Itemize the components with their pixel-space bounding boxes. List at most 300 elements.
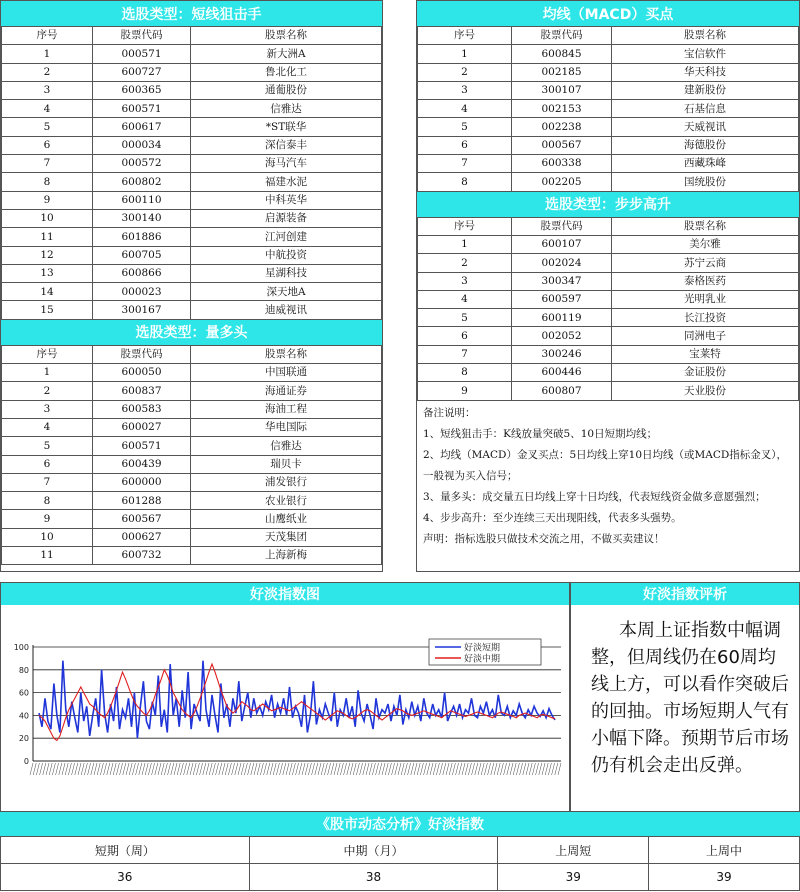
stock-code: 601288 — [93, 492, 191, 510]
x-tick-mark — [260, 763, 263, 775]
disclaimer: 声明：指标选股只做技术交流之用，不做买卖建议！ — [423, 532, 665, 545]
row-index: 6 — [2, 136, 93, 154]
x-tick-mark — [62, 763, 65, 775]
row-index: 9 — [2, 510, 93, 528]
x-tick-mark — [545, 763, 548, 775]
stock-name: 中航投资 — [191, 246, 382, 264]
stock-name: 通葡股份 — [191, 81, 382, 99]
x-tick-mark — [196, 763, 199, 775]
column-header: 股票代码 — [512, 27, 612, 45]
table-row — [418, 81, 799, 99]
y-tick-label: 80 — [18, 665, 29, 675]
row-index: 12 — [2, 246, 93, 264]
stock-name: 海通证券 — [191, 382, 382, 400]
left-column — [0, 0, 383, 572]
stock-code: 600567 — [93, 510, 191, 528]
summary-value: 39 — [649, 864, 800, 891]
stock-code: 002052 — [512, 327, 612, 345]
x-tick-mark — [344, 763, 347, 775]
x-tick-mark — [232, 763, 235, 775]
stock-code: 002024 — [512, 254, 612, 272]
table-row — [2, 118, 382, 136]
notes-section — [417, 401, 799, 552]
table-row — [418, 100, 799, 118]
table-row — [418, 235, 799, 253]
stock-name: 海油工程 — [191, 400, 382, 418]
stock-name: 海马汽车 — [191, 155, 382, 173]
x-tick-mark — [356, 763, 359, 775]
x-tick-mark — [411, 763, 414, 775]
y-tick-label: 0 — [23, 757, 29, 766]
x-tick-mark — [510, 763, 513, 775]
x-tick-mark — [529, 763, 532, 775]
x-tick-mark — [376, 763, 379, 775]
x-tick-mark — [353, 763, 356, 775]
row-index: 4 — [418, 100, 512, 118]
stock-name: 光明乳业 — [612, 290, 799, 308]
x-tick-mark — [404, 763, 407, 775]
row-index: 2 — [2, 63, 93, 81]
row-index: 10 — [2, 528, 93, 546]
x-tick-mark — [65, 763, 68, 775]
stock-code: 300347 — [512, 272, 612, 290]
x-tick-mark — [270, 763, 273, 775]
column-header: 序号 — [2, 345, 93, 363]
stock-name: 鲁北化工 — [191, 63, 382, 81]
x-tick-mark — [424, 763, 427, 775]
table-row — [2, 283, 382, 301]
y-tick-label: 100 — [13, 643, 29, 652]
stock-name: 宝信软件 — [612, 45, 799, 63]
x-tick-mark — [123, 763, 126, 775]
stock-name: 海德股份 — [612, 136, 799, 154]
row-index: 8 — [2, 173, 93, 191]
column-header: 股票名称 — [612, 27, 799, 45]
x-tick-mark — [526, 763, 529, 775]
x-tick-mark — [491, 763, 494, 775]
stock-code: 600119 — [512, 309, 612, 327]
macd-buy-table — [417, 26, 799, 192]
x-tick-mark — [200, 763, 203, 775]
row-index: 7 — [418, 155, 512, 173]
table-row — [2, 400, 382, 418]
x-tick-mark — [219, 763, 222, 775]
table-row — [2, 547, 382, 565]
stock-code: 300140 — [93, 209, 191, 227]
table-row — [2, 437, 382, 455]
stock-name: 上海新梅 — [191, 547, 382, 565]
x-tick-mark — [449, 763, 452, 775]
x-tick-mark — [504, 763, 507, 775]
x-tick-mark — [369, 763, 372, 775]
stock-name: 迪威视讯 — [191, 301, 382, 319]
stock-code: 601886 — [93, 228, 191, 246]
x-tick-mark — [40, 763, 43, 775]
stock-name: 华天科技 — [612, 63, 799, 81]
row-index: 7 — [418, 345, 512, 363]
x-tick-mark — [225, 763, 228, 775]
row-index: 10 — [2, 209, 93, 227]
stock-name: 建新股份 — [612, 81, 799, 99]
x-tick-mark — [142, 763, 145, 775]
row-index: 1 — [2, 45, 93, 63]
x-tick-mark — [414, 763, 417, 775]
x-tick-mark — [331, 763, 334, 775]
x-tick-mark — [68, 763, 71, 775]
row-index: 3 — [2, 81, 93, 99]
x-tick-mark — [254, 763, 257, 775]
stock-code: 600866 — [93, 264, 191, 282]
x-tick-mark — [235, 763, 238, 775]
table-row — [418, 173, 799, 191]
x-tick-mark — [401, 763, 404, 775]
x-tick-mark — [280, 763, 283, 775]
x-tick-mark — [190, 763, 193, 775]
x-tick-mark — [324, 763, 327, 775]
stock-name: 信雅达 — [191, 100, 382, 118]
x-tick-mark — [488, 763, 491, 775]
x-tick-mark — [430, 763, 433, 775]
x-tick-mark — [532, 763, 535, 775]
table-row — [2, 155, 382, 173]
table-row — [2, 264, 382, 282]
x-tick-mark — [360, 763, 363, 775]
stock-code: 000572 — [93, 155, 191, 173]
x-tick-mark — [520, 763, 523, 775]
table-row — [2, 510, 382, 528]
stock-name: 同洲电子 — [612, 327, 799, 345]
table-row — [2, 100, 382, 118]
stock-code: 600802 — [93, 173, 191, 191]
stock-code: 600705 — [93, 246, 191, 264]
macd-buy-header: 均线（MACD）买点 — [417, 1, 799, 26]
x-tick-mark — [456, 763, 459, 775]
row-index: 9 — [2, 191, 93, 209]
x-tick-mark — [379, 763, 382, 775]
table-row — [2, 492, 382, 510]
summary-header: 《股市动态分析》好淡指数 — [0, 812, 800, 836]
stock-name: 苏宁云商 — [612, 254, 799, 272]
x-tick-mark — [180, 763, 183, 775]
stock-name: 农业银行 — [191, 492, 382, 510]
row-index: 2 — [418, 254, 512, 272]
x-tick-mark — [52, 763, 55, 775]
row-index: 4 — [2, 100, 93, 118]
stock-name: 启源装备 — [191, 209, 382, 227]
x-tick-mark — [113, 763, 116, 775]
x-tick-mark — [433, 763, 436, 775]
x-tick-mark — [46, 763, 49, 775]
x-tick-mark — [206, 763, 209, 775]
summary-panel — [0, 812, 800, 892]
stock-name: 泰格医药 — [612, 272, 799, 290]
x-tick-mark — [420, 763, 423, 775]
x-tick-mark — [59, 763, 62, 775]
x-tick-mark — [75, 763, 78, 775]
x-tick-mark — [283, 763, 286, 775]
row-index: 4 — [418, 290, 512, 308]
row-index: 3 — [418, 272, 512, 290]
row-index: 5 — [2, 118, 93, 136]
summary-header-row — [1, 837, 800, 864]
x-tick-mark — [104, 763, 107, 775]
table-row — [418, 155, 799, 173]
row-index: 5 — [418, 118, 512, 136]
x-tick-mark — [94, 763, 97, 775]
x-tick-mark — [30, 763, 33, 775]
table-row — [418, 254, 799, 272]
x-tick-mark — [292, 763, 295, 775]
x-tick-mark — [222, 763, 225, 775]
x-tick-mark — [548, 763, 551, 775]
row-index: 7 — [2, 155, 93, 173]
x-tick-mark — [500, 763, 503, 775]
x-tick-mark — [264, 763, 267, 775]
table-row — [2, 382, 382, 400]
stock-code: 300246 — [512, 345, 612, 363]
sentiment-index-chart — [1, 605, 569, 811]
stock-name: 信雅达 — [191, 437, 382, 455]
stock-code: 600050 — [93, 364, 191, 382]
x-tick-mark — [187, 763, 190, 775]
stock-code: 600000 — [93, 473, 191, 491]
table-row — [2, 45, 382, 63]
x-tick-mark — [315, 763, 318, 775]
column-header: 序号 — [418, 217, 512, 235]
table-row — [418, 382, 799, 400]
x-tick-mark — [33, 763, 36, 775]
table-row — [2, 209, 382, 227]
x-tick-mark — [212, 763, 215, 775]
column-header: 股票代码 — [512, 217, 612, 235]
x-tick-mark — [100, 763, 103, 775]
volume-bull-header: 选股类型：量多头 — [1, 320, 382, 345]
analysis-header: 好淡指数评析 — [571, 583, 799, 605]
x-tick-mark — [81, 763, 84, 775]
stock-code: 600837 — [93, 382, 191, 400]
x-tick-mark — [472, 763, 475, 775]
x-tick-mark — [209, 763, 212, 775]
x-tick-mark — [248, 763, 251, 775]
stock-code: 002185 — [512, 63, 612, 81]
table-row — [2, 301, 382, 319]
x-tick-mark — [91, 763, 94, 775]
x-tick-mark — [305, 763, 308, 775]
summary-column-header: 短期（周） — [1, 837, 250, 864]
row-index: 2 — [2, 382, 93, 400]
summary-value-row — [1, 864, 800, 891]
x-tick-mark — [97, 763, 100, 775]
x-tick-mark — [120, 763, 123, 775]
x-tick-mark — [168, 763, 171, 775]
row-index: 9 — [418, 382, 512, 400]
x-tick-mark — [555, 763, 558, 775]
x-tick-mark — [507, 763, 510, 775]
x-tick-mark — [174, 763, 177, 775]
row-index: 2 — [418, 63, 512, 81]
table-row — [2, 473, 382, 491]
table-row — [418, 272, 799, 290]
x-tick-mark — [558, 763, 561, 775]
x-tick-mark — [308, 763, 311, 775]
stock-name: 深天地A — [191, 283, 382, 301]
stock-name: 天茂集团 — [191, 528, 382, 546]
x-tick-mark — [148, 763, 151, 775]
stock-code: 002153 — [512, 100, 612, 118]
x-tick-mark — [318, 763, 321, 775]
x-tick-mark — [132, 763, 135, 775]
table-row — [418, 327, 799, 345]
table-row — [418, 345, 799, 363]
x-tick-mark — [49, 763, 52, 775]
note-item: 2、均线（MACD）金叉买点：5日均线上穿10日均线（或MACD指标金叉），一般视为买入信号； — [423, 448, 788, 482]
step-up-table — [417, 217, 799, 401]
x-tick-mark — [481, 763, 484, 775]
x-tick-mark — [462, 763, 465, 775]
table-row — [2, 136, 382, 154]
x-tick-mark — [516, 763, 519, 775]
stock-name: 美尔雅 — [612, 235, 799, 253]
x-tick-mark — [193, 763, 196, 775]
x-tick-mark — [388, 763, 391, 775]
stock-name: 新大洲A — [191, 45, 382, 63]
x-tick-mark — [398, 763, 401, 775]
x-tick-mark — [158, 763, 161, 775]
x-tick-mark — [312, 763, 315, 775]
y-tick-label: 40 — [18, 711, 29, 721]
table-row — [2, 364, 382, 382]
x-tick-mark — [276, 763, 279, 775]
table-row — [2, 246, 382, 264]
stock-code: 300167 — [93, 301, 191, 319]
stock-name: 国统股份 — [612, 173, 799, 191]
summary-column-header: 上周中 — [649, 837, 800, 864]
x-tick-mark — [289, 763, 292, 775]
analysis-text: 本周上证指数中幅调整，但周线仍在60周均线上方，可以看作突破后的回抽。市场短期人气有小幅下降。预期节后市场仍有机会走出反弹。 — [591, 620, 789, 776]
stock-code: 000034 — [93, 136, 191, 154]
row-index: 5 — [418, 309, 512, 327]
x-tick-mark — [56, 763, 59, 775]
x-tick-mark — [440, 763, 443, 775]
x-tick-mark — [72, 763, 75, 775]
summary-value: 39 — [498, 864, 649, 891]
x-tick-mark — [257, 763, 260, 775]
column-header: 股票名称 — [191, 27, 382, 45]
x-tick-mark — [164, 763, 167, 775]
stock-name: 深信泰丰 — [191, 136, 382, 154]
y-tick-label: 60 — [18, 688, 29, 698]
note-item: 3、量多头：成交量五日均线上穿十日均线，代表短线资金做多意愿强烈； — [423, 490, 766, 503]
x-tick-mark — [177, 763, 180, 775]
stock-name: 西藏珠峰 — [612, 155, 799, 173]
x-tick-mark — [417, 763, 420, 775]
x-tick-mark — [171, 763, 174, 775]
x-tick-mark — [382, 763, 385, 775]
stock-code: 600727 — [93, 63, 191, 81]
stock-name: 中科英华 — [191, 191, 382, 209]
x-tick-mark — [286, 763, 289, 775]
x-tick-mark — [478, 763, 481, 775]
x-tick-mark — [228, 763, 231, 775]
stock-code: 600110 — [93, 191, 191, 209]
row-index: 5 — [2, 437, 93, 455]
x-tick-mark — [408, 763, 411, 775]
x-tick-mark — [539, 763, 542, 775]
row-index: 1 — [418, 235, 512, 253]
x-tick-mark — [465, 763, 468, 775]
x-tick-mark — [427, 763, 430, 775]
stock-code: 600732 — [93, 547, 191, 565]
row-index: 8 — [2, 492, 93, 510]
x-tick-mark — [129, 763, 132, 775]
x-tick-mark — [372, 763, 375, 775]
right-column — [416, 0, 800, 572]
row-index: 1 — [2, 364, 93, 382]
table-row — [2, 418, 382, 436]
row-index: 13 — [2, 264, 93, 282]
series-line-mid — [39, 664, 555, 740]
x-tick-mark — [392, 763, 395, 775]
short-sniper-table — [1, 26, 382, 320]
stock-code: 000571 — [93, 45, 191, 63]
x-tick-mark — [536, 763, 539, 775]
row-index: 11 — [2, 547, 93, 565]
summary-value: 38 — [249, 864, 498, 891]
x-tick-mark — [244, 763, 247, 775]
series-line-short — [39, 661, 555, 739]
row-index: 15 — [2, 301, 93, 319]
x-tick-mark — [203, 763, 206, 775]
column-header: 股票名称 — [191, 345, 382, 363]
table-row — [418, 63, 799, 81]
x-tick-mark — [251, 763, 254, 775]
x-tick-mark — [459, 763, 462, 775]
column-header: 序号 — [2, 27, 93, 45]
notes-title: 备注说明： — [423, 406, 476, 419]
x-tick-mark — [321, 763, 324, 775]
x-tick-mark — [385, 763, 388, 775]
stock-name: 石基信息 — [612, 100, 799, 118]
table-header-row — [2, 345, 382, 363]
column-header: 股票代码 — [93, 27, 191, 45]
x-tick-mark — [296, 763, 299, 775]
x-tick-mark — [497, 763, 500, 775]
table-header-row — [2, 27, 382, 45]
x-tick-mark — [468, 763, 471, 775]
x-tick-mark — [523, 763, 526, 775]
x-tick-mark — [452, 763, 455, 775]
row-index: 4 — [2, 418, 93, 436]
x-tick-mark — [238, 763, 241, 775]
stock-code: 600617 — [93, 118, 191, 136]
row-index: 3 — [418, 81, 512, 99]
row-index: 3 — [2, 400, 93, 418]
stock-name: 江河创建 — [191, 228, 382, 246]
x-tick-mark — [241, 763, 244, 775]
table-row — [2, 81, 382, 99]
table-row — [418, 45, 799, 63]
x-tick-mark — [366, 763, 369, 775]
short-sniper-header: 选股类型：短线狙击手 — [1, 1, 382, 26]
x-tick-mark — [337, 763, 340, 775]
x-tick-mark — [88, 763, 91, 775]
stock-code: 600571 — [93, 437, 191, 455]
row-index: 11 — [2, 228, 93, 246]
table-row — [418, 136, 799, 154]
row-index: 14 — [2, 283, 93, 301]
x-tick-mark — [347, 763, 350, 775]
table-row — [418, 309, 799, 327]
